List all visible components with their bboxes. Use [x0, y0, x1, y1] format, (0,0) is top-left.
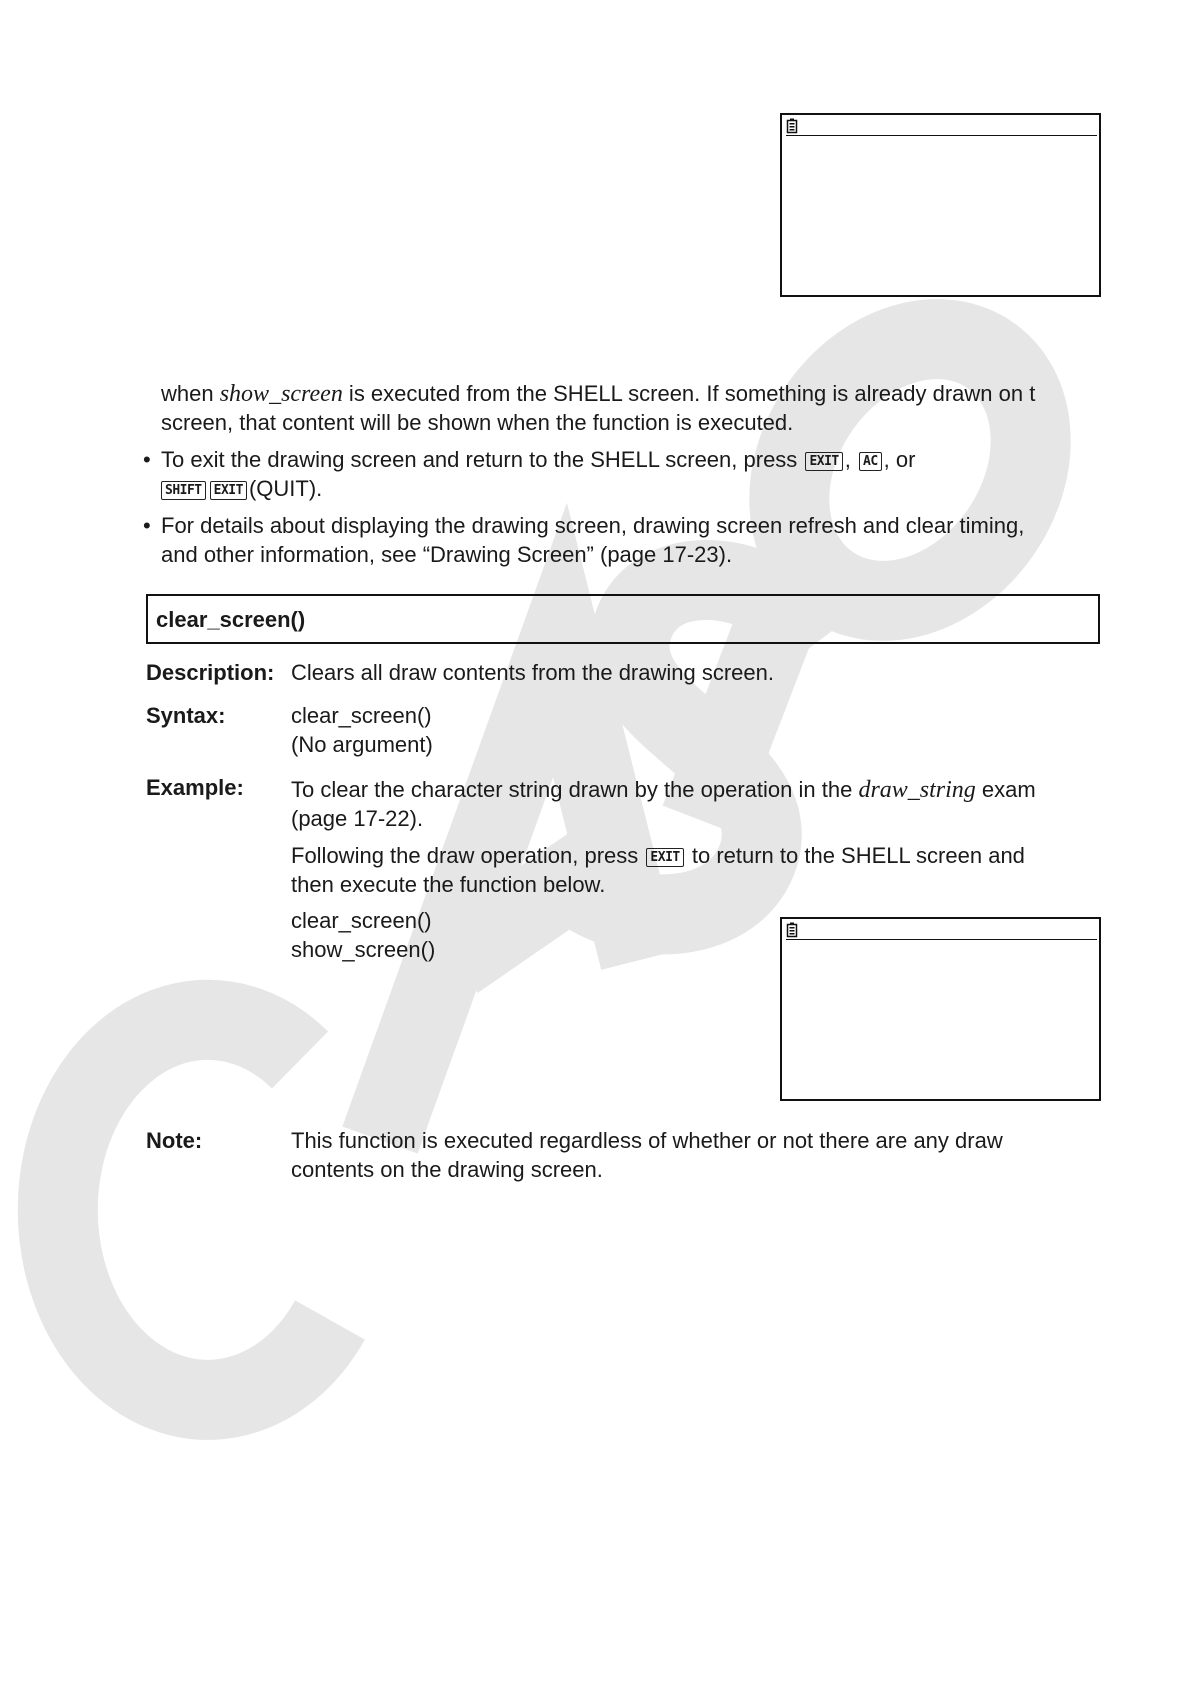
ac-key-icon: AC: [859, 452, 882, 471]
battery-icon: [786, 922, 798, 938]
note-line-2: contents on the drawing screen.: [291, 1157, 603, 1182]
intro-line-1: when show_screen is executed from the SHELL screen. If something is already drawn on t: [161, 381, 1036, 407]
bullet-marker: •: [143, 513, 151, 538]
example-line-2: (page 17-22).: [291, 806, 424, 831]
draw-string-fn: draw_string: [858, 777, 976, 803]
function-title: clear_screen(): [156, 607, 306, 632]
example-code-1: clear_screen(): [291, 908, 432, 933]
bullet-exit-line-2: SHIFT EXIT (QUIT).: [161, 475, 322, 503]
status-bar-divider: [786, 135, 1097, 136]
description-label: Description:: [146, 660, 275, 685]
example-line-1: To clear the character string drawn by the operation in the draw_string exam: [291, 777, 1036, 803]
intro-line-2: screen, that content will be shown when the function is executed.: [161, 410, 794, 435]
example-follow-line-2: then execute the function below.: [291, 872, 606, 897]
note-label: Note:: [146, 1128, 203, 1153]
exit-key-icon: EXIT: [805, 452, 842, 471]
show-screen-fn: show_screen: [219, 381, 343, 407]
bullet-exit-line-1: To exit the drawing screen and return to the SHELL screen, press EXIT , AC , or: [161, 447, 916, 472]
example-follow-line-1: Following the draw operation, press EXIT to return to the SHELL screen and: [291, 843, 1025, 868]
calculator-screen-example: [780, 917, 1101, 1101]
bullet-marker: •: [143, 447, 151, 472]
syntax-line-1: clear_screen(): [291, 703, 432, 728]
exit-key-icon: EXIT: [646, 848, 683, 867]
function-title-box: [146, 594, 1100, 644]
description-text: Clears all draw contents from the drawing screen.: [291, 660, 774, 685]
syntax-label: Syntax:: [146, 703, 226, 728]
note-line-1: This function is executed regardless of whether or not there are any draw: [291, 1128, 1003, 1153]
bullet-details-line-1: For details about displaying the drawing screen, drawing screen refresh and clear timing,: [161, 513, 1025, 538]
calculator-screen-top: [780, 113, 1101, 297]
example-label: Example:: [146, 775, 244, 800]
exit-key-icon: EXIT: [210, 481, 247, 500]
status-bar-divider: [786, 939, 1097, 940]
bullet-details-line-2: and other information, see “Drawing Screen” (page 17-23).: [161, 542, 733, 567]
battery-icon: [786, 118, 798, 134]
syntax-line-2: (No argument): [291, 732, 433, 757]
example-code-2: show_screen(): [291, 937, 436, 962]
shift-key-icon: SHIFT: [161, 481, 206, 500]
